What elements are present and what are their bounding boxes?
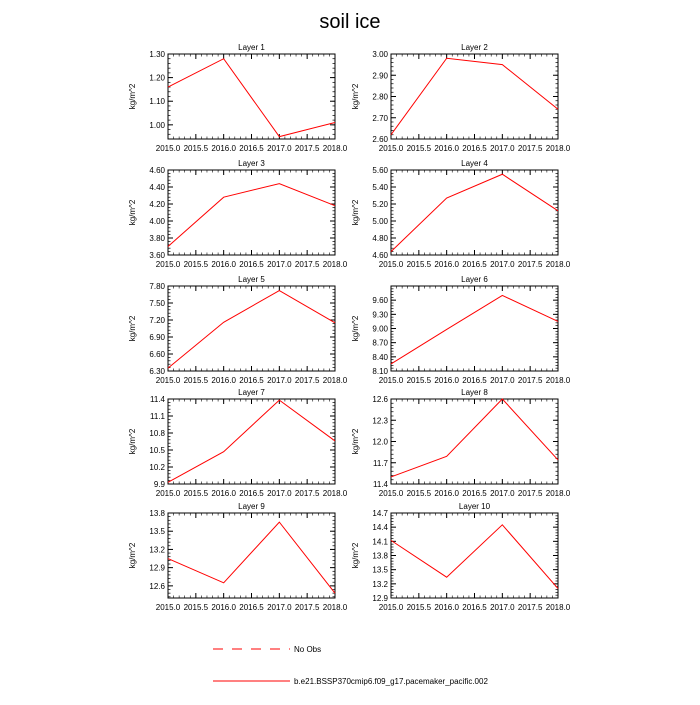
y-tick-label: 9.30 [372, 310, 388, 320]
y-tick-label: 2.80 [372, 92, 388, 102]
x-tick-label: 2016.5 [239, 260, 264, 269]
x-tick-label: 2016.5 [462, 144, 487, 153]
y-tick-label: 4.80 [372, 234, 388, 243]
y-axis-label: kg/m^2 [128, 199, 137, 226]
plot-frame [168, 513, 335, 598]
legend-obs-label: No Obs [294, 645, 322, 654]
plot-frame [391, 54, 558, 139]
y-tick-label: 3.80 [149, 234, 165, 243]
x-tick-label: 2015.0 [155, 144, 181, 153]
y-tick-label: 1.10 [149, 97, 165, 107]
y-axis-label: kg/m^2 [128, 315, 137, 342]
figure-title: soil ice [319, 11, 381, 33]
x-tick-label: 2018.0 [545, 489, 571, 498]
y-tick-label: 2.60 [372, 135, 388, 144]
x-tick-label: 2015.0 [378, 376, 404, 385]
x-tick-label: 2017.0 [267, 260, 292, 269]
y-tick-label: 13.2 [149, 545, 165, 555]
y-tick-label: 8.40 [372, 352, 388, 362]
y-tick-label: 1.00 [149, 120, 165, 130]
y-tick-label: 10.2 [149, 463, 165, 472]
x-tick-label: 2017.5 [294, 144, 320, 153]
panel-layer-10 [351, 502, 571, 612]
panel-layer-9 [128, 502, 348, 612]
y-tick-label: 12.0 [372, 437, 388, 447]
y-tick-label: 14.1 [372, 537, 388, 547]
series-line [168, 59, 335, 137]
x-tick-label: 2016.0 [211, 260, 236, 269]
y-tick-label: 13.2 [372, 579, 388, 589]
x-tick-label: 2017.0 [490, 144, 515, 153]
x-tick-label: 2015.5 [406, 489, 432, 498]
x-tick-label: 2016.0 [434, 144, 459, 153]
x-tick-label: 2018.0 [545, 603, 571, 612]
x-tick-label: 2017.5 [517, 144, 543, 153]
y-tick-label: 6.90 [149, 333, 165, 342]
x-tick-label: 2015.5 [183, 603, 209, 612]
y-tick-label: 12.9 [372, 594, 388, 603]
panel-title: Layer 2 [461, 43, 488, 52]
y-tick-label: 11.4 [150, 395, 165, 404]
y-axis-label: kg/m^2 [128, 83, 137, 110]
y-tick-label: 14.4 [372, 523, 388, 533]
y-tick-label: 13.5 [149, 527, 165, 537]
panel-title: Layer 10 [458, 502, 491, 511]
y-tick-label: 12.6 [372, 395, 388, 404]
x-tick-label: 2018.0 [322, 376, 348, 385]
x-tick-label: 2015.0 [155, 260, 181, 269]
x-tick-label: 2017.5 [517, 489, 543, 498]
y-tick-label: 4.20 [149, 200, 165, 209]
y-axis-label: kg/m^2 [351, 315, 360, 342]
panel-layer-1 [128, 43, 348, 153]
y-axis-label: kg/m^2 [351, 542, 360, 569]
series-line [391, 174, 558, 251]
panel-title: Layer 9 [238, 502, 265, 511]
x-tick-label: 2015.5 [183, 144, 209, 153]
y-tick-label: 6.60 [149, 350, 165, 359]
x-tick-label: 2016.5 [239, 144, 264, 153]
x-tick-label: 2016.0 [211, 144, 236, 153]
x-tick-label: 2018.0 [545, 376, 571, 385]
y-tick-label: 5.00 [372, 217, 388, 226]
series-line [391, 525, 558, 589]
x-tick-label: 2017.5 [517, 603, 543, 612]
x-tick-label: 2015.0 [378, 260, 404, 269]
x-tick-label: 2018.0 [322, 603, 348, 612]
x-tick-label: 2015.5 [183, 260, 209, 269]
x-tick-label: 2017.5 [517, 260, 543, 269]
y-tick-label: 10.8 [149, 429, 165, 438]
x-tick-label: 2016.5 [239, 376, 264, 385]
x-tick-label: 2016.0 [434, 603, 459, 612]
panel-title: Layer 1 [238, 43, 265, 52]
x-tick-label: 2016.5 [239, 603, 264, 612]
x-tick-label: 2015.5 [183, 489, 209, 498]
x-tick-label: 2017.5 [294, 260, 320, 269]
y-tick-label: 7.80 [149, 282, 165, 291]
x-tick-label: 2017.5 [294, 603, 320, 612]
panel-title: Layer 3 [238, 159, 265, 168]
series-line [168, 184, 335, 247]
panel-layer-6 [351, 275, 571, 385]
x-tick-label: 2016.0 [211, 376, 236, 385]
y-tick-label: 8.70 [372, 338, 388, 348]
series-line [168, 522, 335, 593]
y-tick-label: 7.20 [149, 316, 165, 325]
y-tick-label: 5.40 [372, 183, 388, 192]
x-tick-label: 2017.5 [294, 376, 320, 385]
y-tick-label: 13.5 [372, 565, 388, 575]
y-tick-label: 13.8 [372, 551, 388, 561]
y-tick-label: 10.5 [149, 446, 165, 455]
x-tick-label: 2016.5 [239, 489, 264, 498]
panel-layer-4 [351, 159, 571, 269]
y-tick-label: 9.9 [153, 480, 165, 489]
x-tick-label: 2017.0 [267, 144, 292, 153]
x-tick-label: 2015.0 [378, 603, 404, 612]
series-line [168, 400, 335, 482]
y-tick-label: 8.10 [372, 367, 388, 376]
y-axis-label: kg/m^2 [128, 542, 137, 569]
panel-title: Layer 5 [238, 275, 265, 284]
plot-frame [391, 513, 558, 598]
panel-layer-7 [128, 388, 348, 498]
plot-frame [168, 54, 335, 139]
y-tick-label: 4.60 [149, 166, 165, 175]
y-tick-label: 9.60 [372, 296, 388, 306]
y-axis-label: kg/m^2 [351, 199, 360, 226]
x-tick-label: 2018.0 [322, 144, 348, 153]
x-tick-label: 2017.0 [490, 260, 515, 269]
y-tick-label: 4.40 [149, 183, 165, 192]
x-tick-label: 2016.0 [434, 489, 459, 498]
y-tick-label: 12.9 [149, 563, 165, 573]
panel-title: Layer 6 [461, 275, 488, 284]
x-tick-label: 2017.0 [267, 376, 292, 385]
y-tick-label: 9.00 [372, 324, 388, 334]
y-tick-label: 6.30 [149, 367, 165, 376]
plot-frame [391, 286, 558, 371]
y-tick-label: 11.1 [150, 412, 165, 421]
x-tick-label: 2018.0 [545, 144, 571, 153]
x-tick-label: 2017.0 [490, 603, 515, 612]
plot-frame [391, 170, 558, 255]
x-tick-label: 2017.0 [267, 603, 292, 612]
y-tick-label: 3.00 [372, 50, 388, 59]
plot-frame [168, 399, 335, 484]
series-line [391, 399, 558, 477]
legend [213, 645, 488, 686]
y-tick-label: 7.50 [149, 299, 165, 308]
y-tick-label: 12.6 [149, 581, 165, 591]
y-tick-label: 12.3 [372, 416, 388, 426]
x-tick-label: 2017.0 [490, 489, 515, 498]
y-tick-label: 2.90 [372, 71, 388, 81]
y-axis-label: kg/m^2 [128, 428, 137, 455]
x-tick-label: 2018.0 [322, 489, 348, 498]
legend-model-label: b.e21.BSSP370cmip6.f09_g17.pacemaker_pacific.002 [294, 677, 488, 686]
panel-title: Layer 7 [238, 388, 265, 397]
x-tick-label: 2016.5 [462, 260, 487, 269]
series-line [391, 295, 558, 363]
x-tick-label: 2015.0 [378, 144, 404, 153]
y-tick-label: 3.60 [149, 251, 165, 260]
y-tick-label: 11.7 [373, 458, 388, 468]
panel-layer-2 [351, 43, 571, 153]
y-tick-label: 5.20 [372, 200, 388, 209]
x-tick-label: 2017.5 [294, 489, 320, 498]
x-tick-label: 2015.5 [406, 603, 432, 612]
y-axis-label: kg/m^2 [351, 83, 360, 110]
y-tick-label: 1.30 [149, 50, 165, 59]
y-tick-label: 11.4 [373, 480, 388, 489]
panel-title: Layer 4 [461, 159, 488, 168]
x-tick-label: 2018.0 [322, 260, 348, 269]
x-tick-label: 2017.0 [490, 376, 515, 385]
plot-frame [391, 399, 558, 484]
y-tick-label: 4.60 [372, 251, 388, 260]
panel-layer-5 [128, 275, 348, 385]
y-tick-label: 2.70 [372, 113, 388, 123]
y-tick-label: 5.60 [372, 166, 388, 175]
x-tick-label: 2016.0 [211, 603, 236, 612]
x-tick-label: 2017.5 [517, 376, 543, 385]
x-tick-label: 2016.5 [462, 489, 487, 498]
panel-layer-3 [128, 159, 348, 269]
x-tick-label: 2015.0 [155, 603, 181, 612]
x-tick-label: 2016.5 [462, 376, 487, 385]
panels [128, 43, 571, 612]
series-line [391, 58, 558, 135]
x-tick-label: 2015.0 [378, 489, 404, 498]
plot-frame [168, 286, 335, 371]
y-tick-label: 4.00 [149, 217, 165, 226]
x-tick-label: 2017.0 [267, 489, 292, 498]
x-tick-label: 2015.5 [406, 260, 432, 269]
x-tick-label: 2015.5 [406, 144, 432, 153]
panel-title: Layer 8 [461, 388, 488, 397]
x-tick-label: 2015.0 [155, 376, 181, 385]
x-tick-label: 2015.0 [155, 489, 181, 498]
x-tick-label: 2016.0 [211, 489, 236, 498]
y-axis-label: kg/m^2 [351, 428, 360, 455]
x-tick-label: 2016.0 [434, 376, 459, 385]
x-tick-label: 2018.0 [545, 260, 571, 269]
x-tick-label: 2016.5 [462, 603, 487, 612]
x-tick-label: 2015.5 [406, 376, 432, 385]
y-tick-label: 1.20 [149, 73, 165, 83]
y-tick-label: 14.7 [372, 509, 388, 518]
x-tick-label: 2016.0 [434, 260, 459, 269]
series-line [168, 291, 335, 369]
x-tick-label: 2015.5 [183, 376, 209, 385]
y-tick-label: 13.8 [149, 509, 165, 518]
panel-layer-8 [351, 388, 571, 498]
plot-frame [168, 170, 335, 255]
